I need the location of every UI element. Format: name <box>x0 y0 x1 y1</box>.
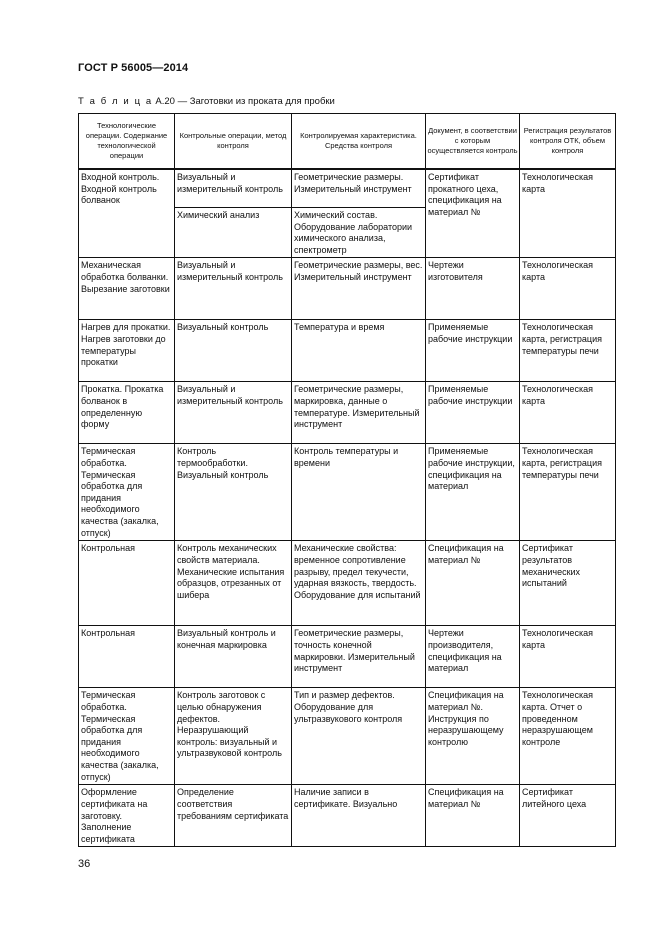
cell-operation: Контрольная <box>79 626 175 688</box>
cell-document: Чертежи изготовителя <box>426 258 520 320</box>
document-header: ГОСТ Р 56005—2014 <box>78 62 189 74</box>
cell-method: Контроль механических свойств материала. Механические испытания образцов, отрезанных от шибера <box>175 541 292 626</box>
cell-registration: Технологическая карта <box>520 258 616 320</box>
cell-method: Визуальный и измерительный контроль <box>175 258 292 320</box>
table-row <box>79 169 616 208</box>
header-registration: Регистрация результатов контроля ОТК, объем контроля <box>520 114 616 170</box>
cell-operation: Нагрев для прокатки. Нагрев заготовки до температуры прокатки <box>79 320 175 382</box>
cell-document: Спецификация на материал № <box>426 541 520 626</box>
cell-characteristic: Химический состав. Оборудование лаборатории химического анализа, спектрометр <box>292 208 426 258</box>
cell-method: Контроль термообработки. Визуальный контроль <box>175 444 292 541</box>
cell-characteristic: Температура и время <box>292 320 426 382</box>
table-header-row <box>79 114 616 170</box>
cell-document: Спецификация на материал № <box>426 785 520 847</box>
cell-characteristic: Тип и размер дефектов. Оборудование для ультразвукового контроля <box>292 688 426 785</box>
cell-operation: Термическая обработка. Термическая обработка для придания необходимого качества (закалка, отпуск) <box>79 444 175 541</box>
cell-registration: Технологическая карта <box>520 626 616 688</box>
header-operation: Технологические операции. Содержание технологической операции <box>79 114 175 170</box>
cell-characteristic: Наличие записи в сертификате. Визуально <box>292 785 426 847</box>
cell-registration: Сертификат литейного цеха <box>520 785 616 847</box>
header-characteristic: Контролируемая характеристика. Средства контроля <box>292 114 426 170</box>
table-row <box>79 258 616 320</box>
cell-characteristic: Геометрические размеры, вес. Измерительный инструмент <box>292 258 426 320</box>
table-row <box>79 541 616 626</box>
cell-characteristic: Контроль температуры и времени <box>292 444 426 541</box>
cell-document: Сертификат прокатного цеха, спецификация на материал № <box>426 169 520 258</box>
cell-registration: Технологическая карта, регистрация температуры печи <box>520 444 616 541</box>
header-method: Контрольные операции, метод контроля <box>175 114 292 170</box>
cell-operation: Механическая обработка болванки. Вырезание заготовки <box>79 258 175 320</box>
table-row <box>79 444 616 541</box>
cell-method: Визуальный контроль <box>175 320 292 382</box>
table-row <box>79 785 616 847</box>
page-number: 36 <box>78 858 91 870</box>
cell-characteristic: Механические свойства: временное сопротивление разрыву, предел текучести, ударная вязкость, твердость. Оборудование для испытаний <box>292 541 426 626</box>
cell-operation: Оформление сертификата на заготовку. Заполнение сертификата <box>79 785 175 847</box>
cell-method: Визуальный и измерительный контроль <box>175 382 292 444</box>
cell-document: Применяемые рабочие инструкции <box>426 382 520 444</box>
cell-registration: Технологическая карта, регистрация температуры печи <box>520 320 616 382</box>
cell-operation: Входной контроль. Входной контроль болванок <box>79 169 175 258</box>
cell-registration: Сертификат результатов механических испытаний <box>520 541 616 626</box>
cell-characteristic: Геометрические размеры. Измерительный инструмент <box>292 169 426 208</box>
table-row <box>79 320 616 382</box>
cell-operation: Контрольная <box>79 541 175 626</box>
table-row <box>79 688 616 785</box>
table-caption <box>78 96 335 107</box>
cell-document: Чертежи производителя, спецификация на материал <box>426 626 520 688</box>
inspection-table <box>78 113 616 847</box>
table-row <box>79 626 616 688</box>
cell-characteristic: Геометрические размеры, точность конечной маркировки. Измерительный инструмент <box>292 626 426 688</box>
table-row <box>79 382 616 444</box>
cell-registration: Технологическая карта. Отчет о проведенном неразрушающем контроле <box>520 688 616 785</box>
cell-method: Определение соответствия требованиям сертификата <box>175 785 292 847</box>
cell-method: Контроль заготовок с целью обнаружения дефектов. Неразрушающий контроль: визуальный и ультразвуковой контроль <box>175 688 292 785</box>
caption-prefix: Т а б л и ц а <box>78 96 153 107</box>
cell-characteristic: Геометрические размеры, маркировка, данные о температуре. Измерительный инструмент <box>292 382 426 444</box>
cell-document: Применяемые рабочие инструкции <box>426 320 520 382</box>
header-document: Документ, в соответствии с которым осуществляется контроль <box>426 114 520 170</box>
cell-registration: Технологическая карта <box>520 382 616 444</box>
cell-document: Применяемые рабочие инструкции, спецификация на материал <box>426 444 520 541</box>
caption-text: А.20 — Заготовки из проката для пробки <box>155 96 335 107</box>
cell-registration: Технологическая карта <box>520 169 616 258</box>
cell-method: Визуальный контроль и конечная маркировка <box>175 626 292 688</box>
cell-operation: Прокатка. Прокатка болванок в определенную форму <box>79 382 175 444</box>
cell-method: Визуальный и измерительный контроль <box>175 169 292 208</box>
cell-operation: Термическая обработка. Термическая обработка для придания необходимого качества (закалка, отпуск) <box>79 688 175 785</box>
cell-method: Химический анализ <box>175 208 292 258</box>
cell-document: Спецификация на материал №. Инструкция по неразрушающему контролю <box>426 688 520 785</box>
